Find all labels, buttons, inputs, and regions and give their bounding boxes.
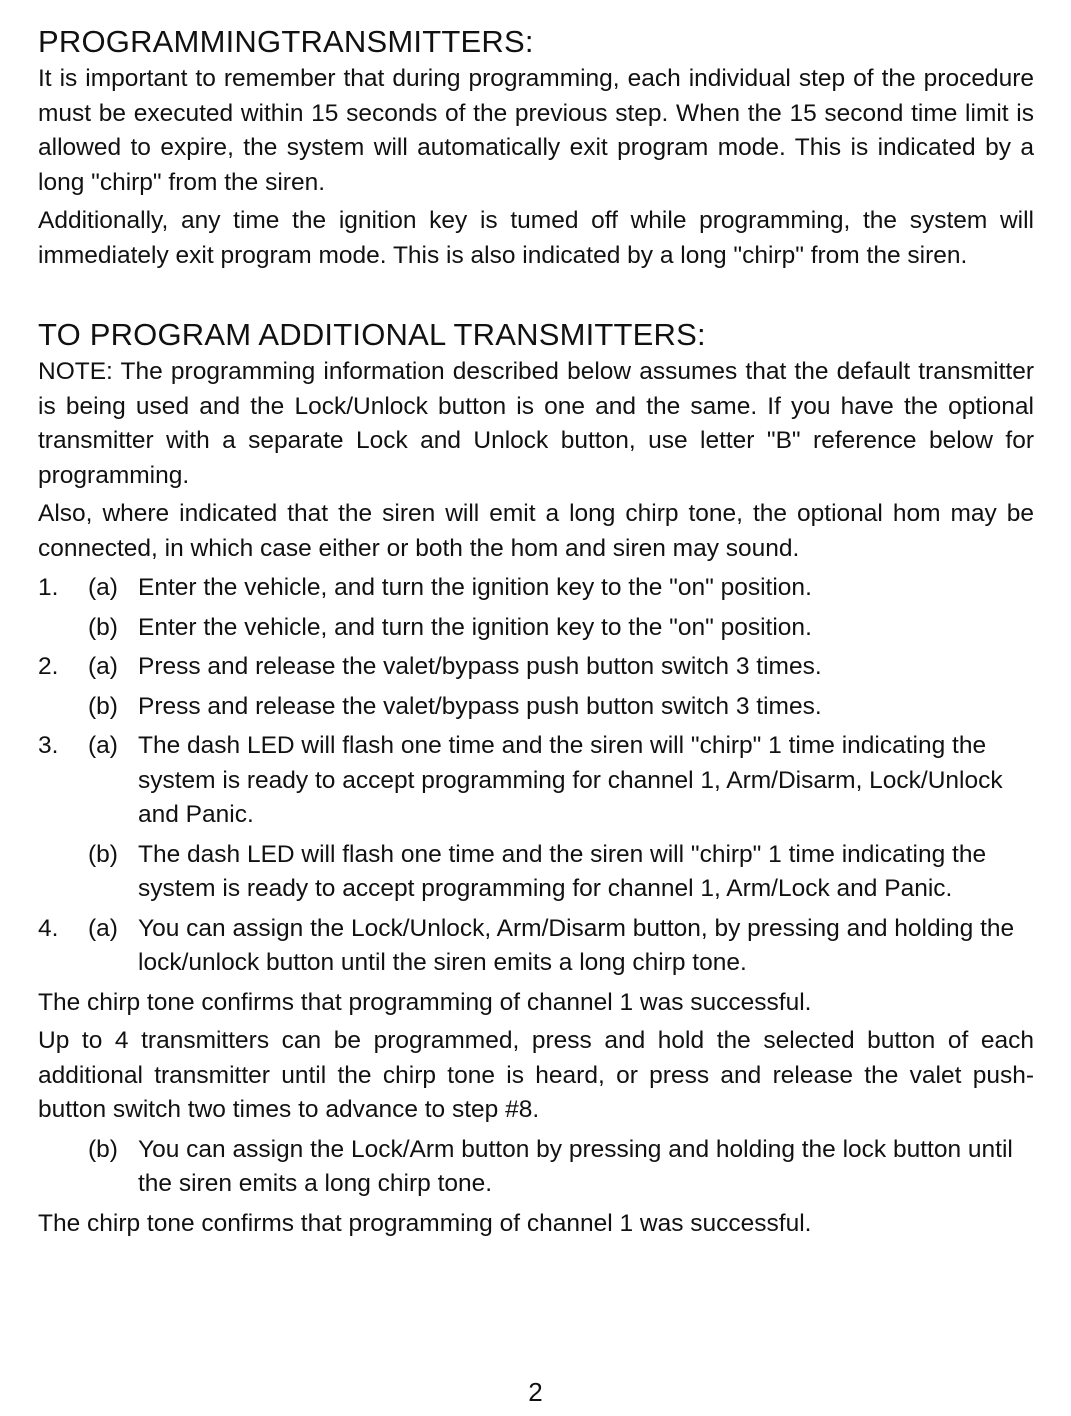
step-sub-label: (a) bbox=[88, 574, 118, 601]
page-number: 2 bbox=[528, 1377, 543, 1407]
step-sub-label: (b) bbox=[88, 1135, 118, 1163]
paragraph-ignition: Additionally, any time the ignition key is tumed off while programming, the system will immediately exit program mode. This is also indicated by a long "chirp" from the siren. bbox=[38, 207, 1034, 269]
paragraph-up-to-4: Up to 4 transmitters can be programmed, press and hold the selected button of each additional transmitter until the chirp tone is heard, or press and release the valet push-button switch two times to advance to step #8. bbox=[38, 1027, 1034, 1123]
step-text: The dash LED will flash one time and the siren will "chirp" 1 time indicating the system is ready to accept programming for channel 1, Arm/Disarm, Lock/Unlock and Panic. bbox=[138, 732, 1003, 828]
step-text: You can assign the Lock/Unlock, Arm/Disarm button, by pressing and holding the lock/unlock button until the siren emits a long chirp tone. bbox=[138, 914, 1015, 976]
step-text: Enter the vehicle, and turn the ignition key to the "on" position. bbox=[138, 613, 812, 641]
paragraph-also: Also, where indicated that the siren will emit a long chirp tone, the optional hom may be connected, in which case either or both the hom and siren may sound. bbox=[38, 500, 1034, 562]
step-sub-label: (b) bbox=[88, 613, 118, 641]
step-sub-label: (b) bbox=[88, 692, 118, 720]
step-text: Enter the vehicle, and turn the ignition key to the "on" position. bbox=[138, 574, 812, 601]
step-sub-label: (a) bbox=[88, 914, 118, 942]
step-number: 4. bbox=[38, 914, 59, 942]
step-2b bbox=[38, 690, 1034, 725]
step-3b bbox=[38, 838, 1034, 907]
paragraph-confirm-a: The chirp tone confirms that programming of channel 1 was successful. bbox=[38, 988, 812, 1016]
step-sub-label: (a) bbox=[88, 732, 118, 759]
step-text: Press and release the valet/bypass push button switch 3 times. bbox=[138, 653, 822, 680]
step-1b bbox=[38, 611, 1034, 646]
step-1a bbox=[38, 571, 1034, 606]
step-number: 2. bbox=[38, 653, 59, 680]
step-text: The dash LED will flash one time and the siren will "chirp" 1 time indicating the system is ready to accept programming for channel 1, Arm/Lock and Panic. bbox=[138, 840, 987, 902]
step-text: You can assign the Lock/Arm button by pressing and holding the lock button until the siren emits a long chirp tone. bbox=[138, 1135, 1013, 1197]
step-3a bbox=[38, 729, 1034, 833]
step-sub-label: (b) bbox=[88, 840, 118, 868]
step-number: 3. bbox=[38, 732, 59, 759]
step-text: Press and release the valet/bypass push button switch 3 times. bbox=[138, 692, 822, 720]
step-number: 1. bbox=[38, 574, 59, 601]
section-heading-additional-transmitters: TO PROGRAM ADDITIONAL TRANSMITTERS: bbox=[38, 317, 706, 352]
manual-page bbox=[38, 22, 1034, 1241]
step-4a bbox=[38, 912, 1034, 981]
step-2a bbox=[38, 650, 1034, 685]
section-heading-programming-transmitters: PROGRAMMINGTRANSMITTERS: bbox=[38, 24, 534, 59]
paragraph-note: NOTE: The programming information described below assumes that the default transmitter is being used and the Lock/Unlock button is one and the same. If you have the optional transmitter with a separate Lock and Unlock button, use letter "B" reference below for programming. bbox=[38, 358, 1034, 489]
step-4b bbox=[38, 1133, 1034, 1202]
step-sub-label: (a) bbox=[88, 653, 118, 680]
paragraph-confirm-b: The chirp tone confirms that programming of channel 1 was successful. bbox=[38, 1209, 812, 1237]
paragraph-timing: It is important to remember that during programming, each individual step of the procedure must be executed within 15 seconds of the previous step. When the 15 second time limit is allowed to expire, the system will automatically exit program mode. This is indicated by a long "chirp" from the siren. bbox=[38, 65, 1034, 196]
